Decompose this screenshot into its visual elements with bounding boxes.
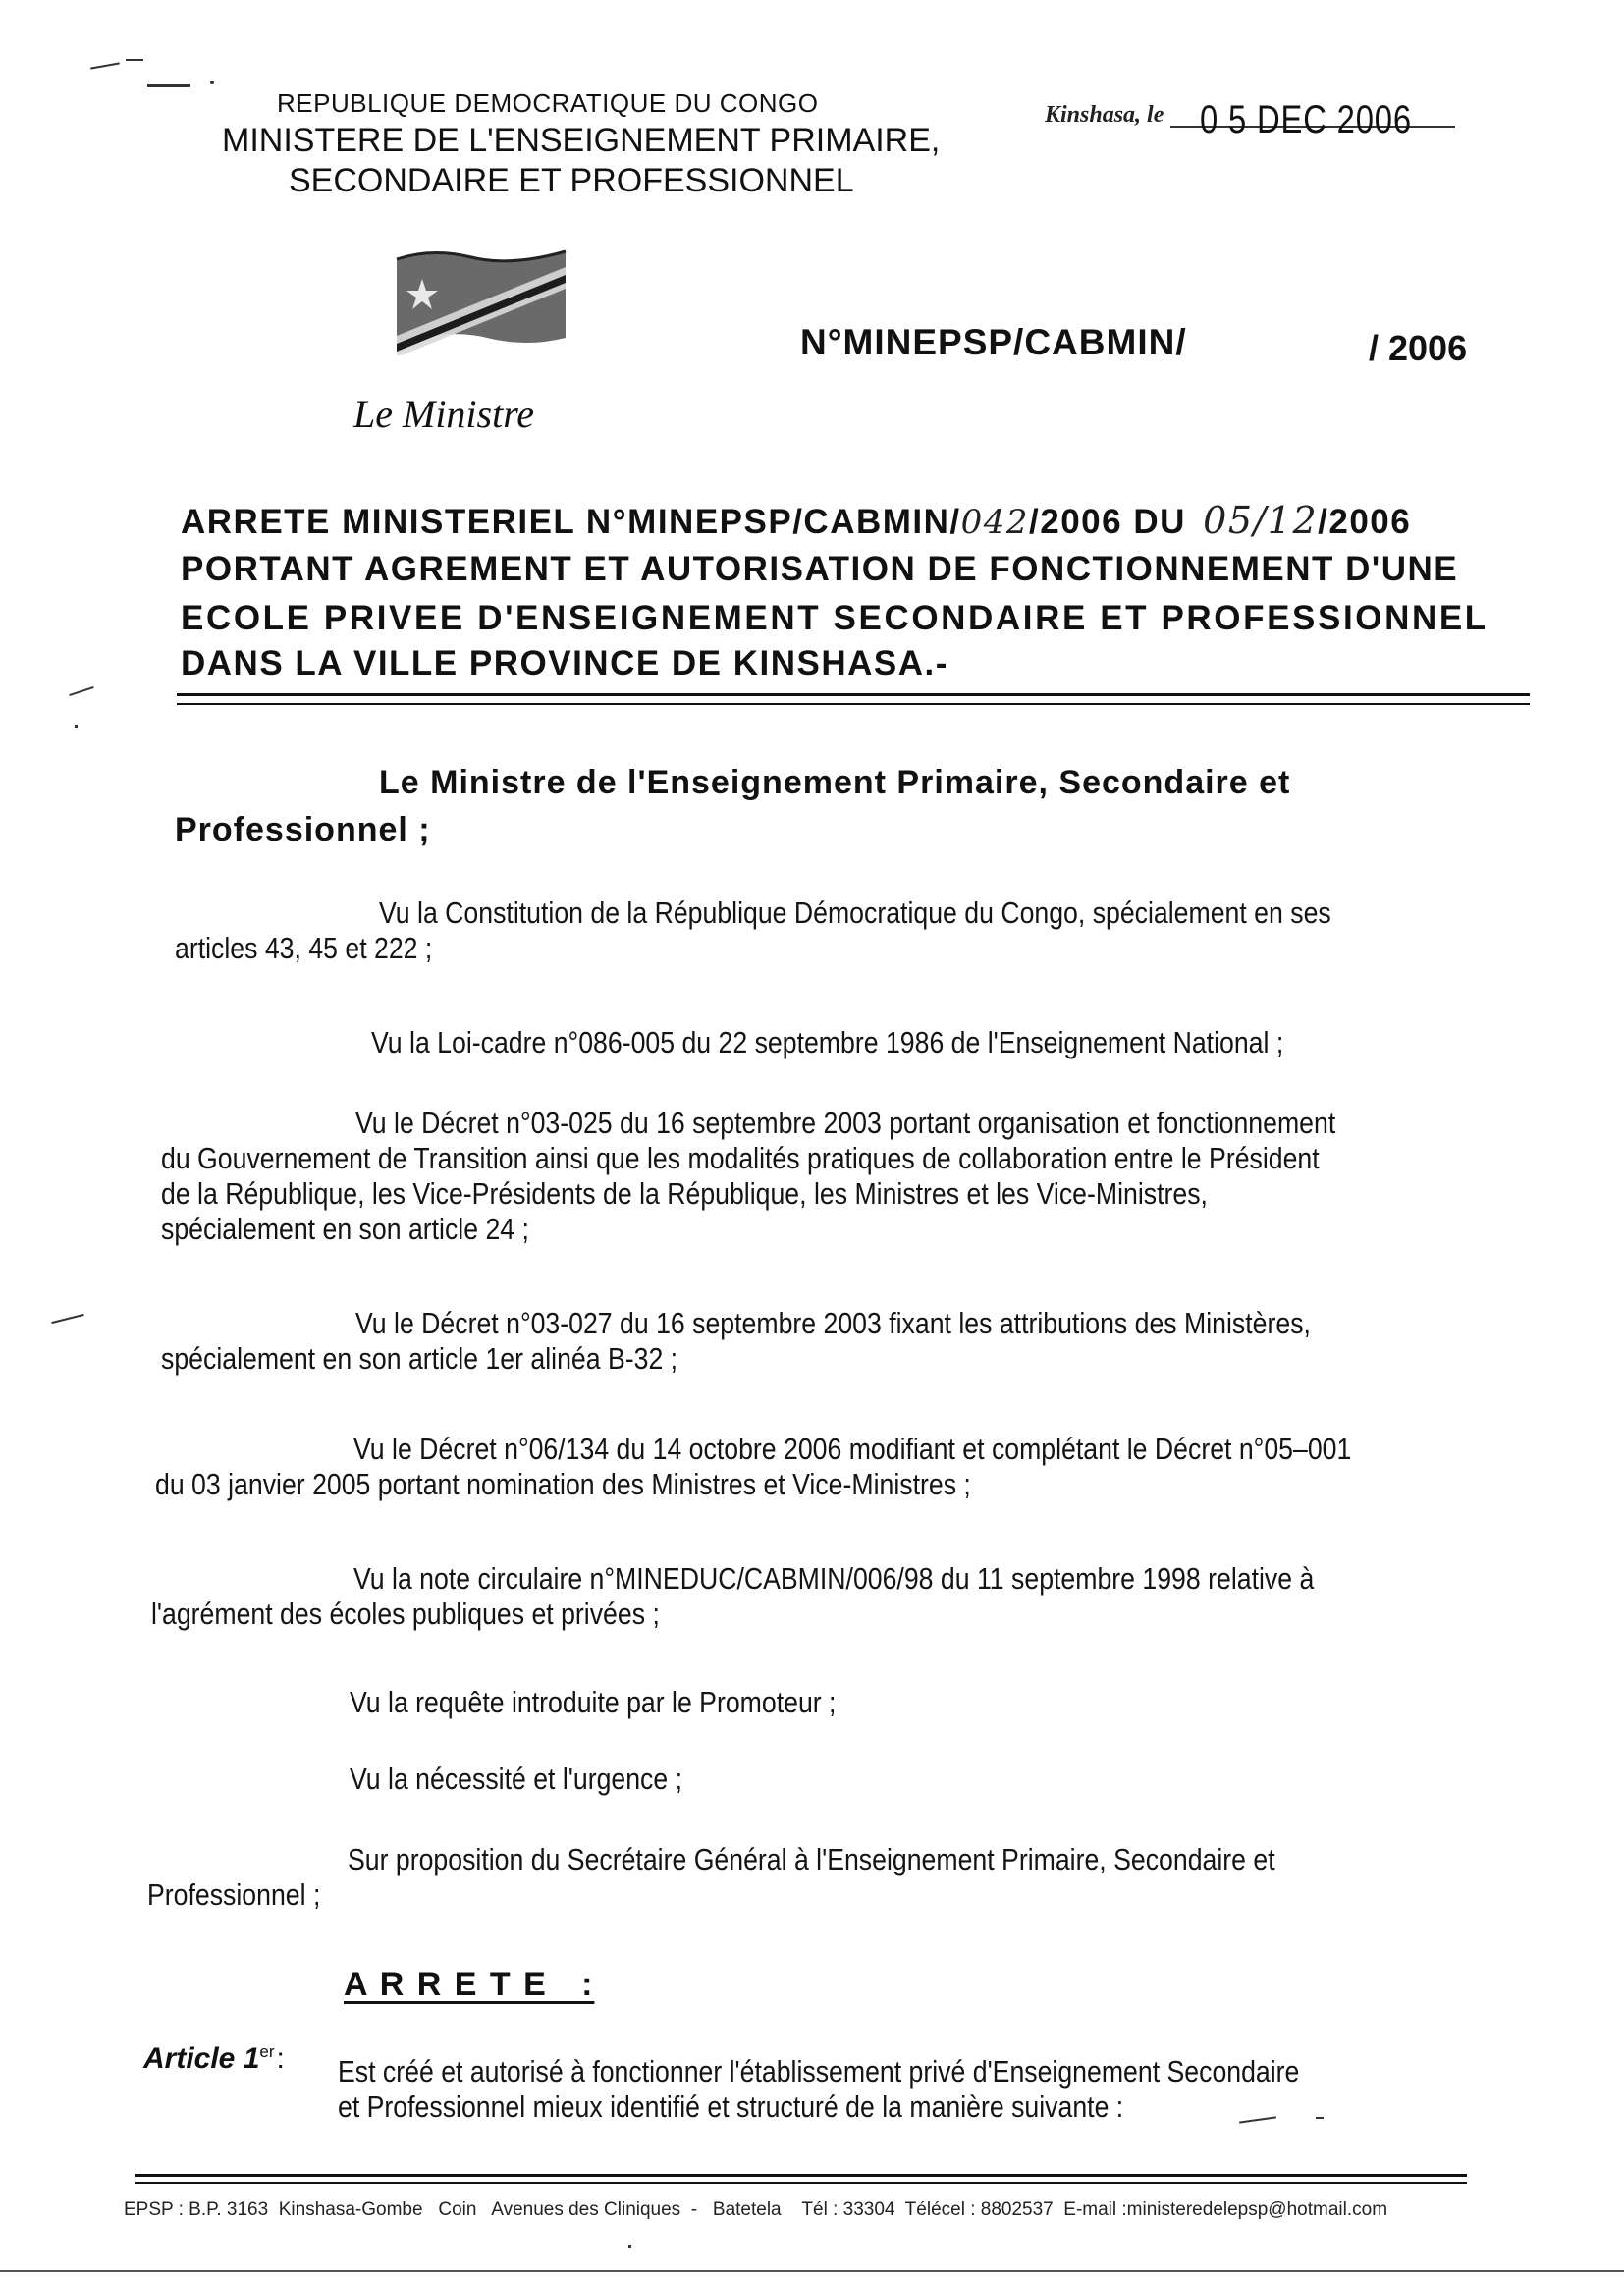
- handwritten-number: 042: [960, 503, 1030, 542]
- footer-rule: [135, 2174, 1467, 2177]
- consideration-constitution: Vu la Constitution de la République Démocratique du Congo, spécialement en ses: [379, 895, 1331, 930]
- decree-prefix: ARRETE MINISTERIEL N°MINEPSP/CABMIN/: [181, 503, 961, 541]
- preamble-line-2: Professionnel ;: [175, 811, 431, 848]
- reference-year: / 2006: [1369, 328, 1468, 368]
- scan-mark: [126, 59, 143, 61]
- ministry-line-1: MINISTERE DE L'ENSEIGNEMENT PRIMAIRE,: [222, 122, 941, 159]
- scan-mark: [147, 84, 190, 87]
- date-stamp: 0 5 DEC 2006: [1200, 98, 1412, 141]
- article-1-text-l2: et Professionnel mieux identifié et structuré de la manière suivante :: [338, 2089, 1124, 2124]
- country-name: REPUBLIQUE DEMOCRATIQUE DU CONGO: [277, 88, 819, 118]
- decree-title-line-3: ECOLE PRIVEE D'ENSEIGNEMENT SECONDAIRE ET PROFESSIONNEL: [181, 599, 1489, 637]
- consideration-constitution-cont: articles 43, 45 et 222 ;: [175, 931, 433, 965]
- drc-flag-icon: [393, 242, 568, 355]
- consideration-decret-03-025-l3: de la République, les Vice-Présidents de la République, les Ministres et les Vice-Ministres,: [161, 1176, 1208, 1211]
- consideration-decret-03-027-l2: spécialement en son article 1er alinéa B-32 ;: [161, 1341, 678, 1376]
- consideration-urgence: Vu la nécessité et l'urgence ;: [350, 1762, 683, 1796]
- consideration-note-circulaire-l2: l'agrément des écoles publiques et privées ;: [151, 1597, 660, 1631]
- decree-year: /2006 DU: [1029, 503, 1186, 541]
- decree-title-line-2: PORTANT AGREMENT ET AUTORISATION DE FONCTIONNEMENT D'UNE: [181, 550, 1459, 588]
- consideration-proposition: Sur proposition du Secrétaire Général à l'Enseignement Primaire, Secondaire et: [348, 1842, 1275, 1876]
- preamble-line-1: Le Ministre de l'Enseignement Primaire, Secondaire et: [379, 764, 1291, 801]
- consideration-decret-06-134-l2: du 03 janvier 2005 portant nomination des Ministres et Vice-Ministres ;: [155, 1467, 971, 1501]
- title-underline-2: [177, 703, 1530, 705]
- handwritten-date: 05/12: [1203, 499, 1319, 542]
- footer-rule-2: [135, 2182, 1467, 2184]
- decree-title-line-1: [181, 499, 1411, 542]
- decision-heading: A R R E T E :: [344, 1966, 595, 2003]
- consideration-decret-03-025-l2: du Gouvernement de Transition ainsi que les modalités pratiques de collaboration entre le Président: [161, 1141, 1320, 1175]
- consideration-decret-03-025: Vu le Décret n°03-025 du 16 septembre 2003 portant organisation et fonctionnement: [355, 1106, 1336, 1140]
- signatory-title: Le Ministre: [353, 392, 535, 436]
- scan-mark: [75, 725, 78, 728]
- article-1-text-l1: Est créé et autorisé à fonctionner l'établissement privé d'Enseignement Secondaire: [338, 2054, 1300, 2089]
- scan-mark: [210, 81, 214, 84]
- consideration-loi-cadre: Vu la Loi-cadre n°086-005 du 22 septembre 1986 de l'Enseignement National ;: [371, 1025, 1284, 1059]
- article-label-text: Article 1: [143, 2042, 260, 2075]
- scan-mark: [628, 2245, 631, 2248]
- reference-number: N°MINEPSP/CABMIN/: [800, 322, 1187, 362]
- decree-year-suffix: /2006: [1318, 503, 1412, 541]
- consideration-decret-06-134: Vu le Décret n°06/134 du 14 octobre 2006 modifiant et complétant le Décret n°05–001: [353, 1432, 1352, 1466]
- article-label-sup: er: [259, 2042, 275, 2061]
- scan-mark: [69, 686, 93, 696]
- scan-edge: [0, 2270, 1624, 2272]
- title-underline: [177, 693, 1530, 696]
- ministry-line-2: SECONDAIRE ET PROFESSIONNEL: [289, 162, 854, 199]
- consideration-proposition-l2: Professionnel ;: [147, 1877, 321, 1912]
- scan-mark: [51, 1314, 83, 1324]
- article-label-colon: :: [276, 2042, 285, 2075]
- scan-mark: [1316, 2117, 1324, 2119]
- scan-mark: [1239, 2116, 1276, 2123]
- consideration-note-circulaire: Vu la note circulaire n°MINEDUC/CABMIN/006/98 du 11 septembre 1998 relative à: [353, 1561, 1315, 1596]
- consideration-decret-03-027: Vu le Décret n°03-027 du 16 septembre 2003 fixant les attributions des Ministères,: [355, 1306, 1311, 1340]
- consideration-decret-03-025-l4: spécialement en son article 24 ;: [161, 1212, 529, 1246]
- decree-title-line-4: DANS LA VILLE PROVINCE DE KINSHASA.-: [181, 644, 948, 682]
- consideration-requete: Vu la requête introduite par le Promoteur ;: [350, 1685, 837, 1719]
- scan-mark: [90, 62, 120, 69]
- footer-address: EPSP : B.P. 3163 Kinshasa-Gombe Coin Avenues des Cliniques - Batetela Tél : 33304 Télécel : 8802537 E-mail :ministeredelepsp@hotmail.com: [124, 2199, 1388, 2220]
- place-label: Kinshasa, le: [1045, 102, 1164, 128]
- article-1-label: [143, 2042, 285, 2076]
